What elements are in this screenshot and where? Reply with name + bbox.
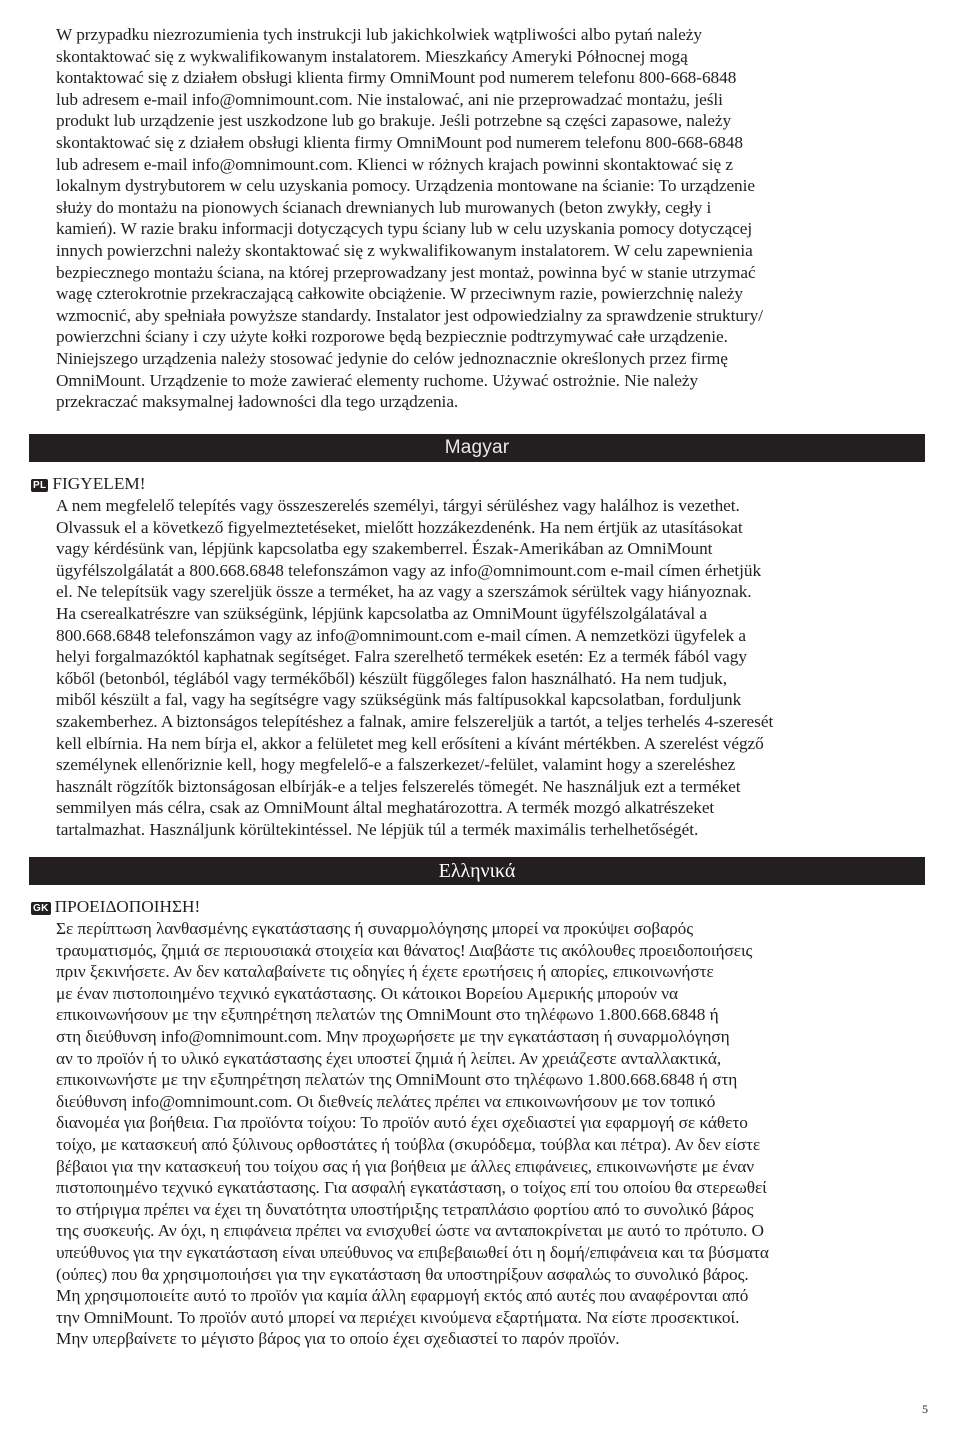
language-badge: GK	[33, 903, 49, 914]
text-line: produkt lub urządzenie jest uszkodzone lub go brakuje. Jeśli potrzebne są części zapasowe, należy	[56, 111, 732, 131]
text-line: υπεύθυνος για την εγκατάσταση είναι υπεύθυνος να επιβεβαιωθεί ότι η δομή/επιφάνεια και τα βύσματα	[56, 1242, 769, 1262]
warning-title-text: FIGYELEM!	[52, 474, 146, 493]
warning-title-greek	[31, 896, 200, 918]
text-line: πριν ξεκινήσετε. Αν δεν καταλαβαίνετε τις οδηγίες ή έχετε ερωτήσεις ή απορίες, επικοινωνήστε	[56, 962, 714, 982]
page-number: 5	[922, 1402, 928, 1416]
text-line: A nem megfelelő telepítés vagy összeszerelés személyi, tárgyi sérüléshez vagy halálhoz is vezethet.	[56, 496, 740, 515]
text-line: el. Ne telepítsük vagy szereljük össze a terméket, ha az vagy a szerszámok sérültek vagy hiányoznak.	[56, 582, 752, 602]
text-line: személynek ellenőriznie kell, hogy megfelelő-e a falszerkezet/-felület, valamint hogy a szereléshez	[56, 755, 736, 775]
text-line: το στήριγμα πρέπει να έχει τη δυνατότητα υποστήριξης τετραπλάσιο φορτίου από το συνολικό βάρος	[56, 1199, 754, 1219]
text-line: helyi forgalmazóktól kaphatnak segítséget. Falra szerelhető termékek esetén: Ez a termék fából vagy	[56, 647, 747, 667]
text-line: στη διεύθυνση info@omnimount.com. Μην προχωρήσετε με την εγκατάσταση ή συναρμολόγηση	[56, 1026, 730, 1046]
text-line: Μη χρησιμοποιείτε αυτό το προϊόν για καμία άλλη εφαρμογή εκτός από αυτές που αναφέρονται από	[56, 1286, 749, 1306]
text-line: πιστοποιημένο τεχνικό εγκατάστασης. Για ασφαλή εγκατάσταση, ο τοίχος επί του οποίου θα στερεωθεί	[56, 1178, 767, 1198]
text-line: vagy kérdésünk van, lépjünk kapcsolatba egy szakemberrel. Észak-Amerikában az OmniMount	[56, 539, 713, 559]
text-line: wzmocnić, aby spełniała powyższe standardy. Instalator jest odpowiedzialny za sprawdzenie struktury/	[56, 305, 763, 325]
section-header-magyar: Magyar	[29, 434, 925, 462]
text-line: przekraczać maksymalnej ładowności dla tego urządzenia.	[56, 392, 459, 412]
text-line: kőből (betonból, téglából vagy termékőből) készült függőleges falon használható. Ha nem tudjuk,	[56, 668, 727, 688]
text-line: miből készült a fal, vagy ha segítségre vagy szükségünk más faltípusokkal kapcsolatban, forduljunk	[56, 690, 742, 710]
text-line: skontaktować się z działem obsługi klienta firmy OmniMount pod numerem telefonu 800-668-6848	[56, 132, 743, 152]
text-line: Olvassuk el a következő figyelmeztetéseket, mielőtt hozzákezdenénk. Ha nem értjük az utasításokat	[56, 517, 743, 537]
language-badge: PL	[33, 480, 47, 491]
text-line: ügyfélszolgálatát a 800.668.6848 telefonszámon vagy az info@omnimount.com e-mail címen érhetjük	[56, 560, 762, 580]
text-line: kamień). W razie braku informacji dotyczących typu ściany lub w celu uzyskania pomocy dotyczącej	[56, 219, 753, 239]
warning-title-text: ΠΡΟΕΙΔΟΠΟΙΗΣΗ!	[54, 897, 201, 916]
text-line: με έναν πιστοποιημένο τεχνικό εγκατάστασης. Οι κάτοικοι Βορείου Αμερικής μπορούν να	[56, 983, 678, 1003]
text-line: tartalmazhat. Használjunk körültekintéssel. Ne lépjük túl a termék maximális terhelhetőségét.	[56, 819, 699, 839]
text-line: lub adresem e-mail info@omnimount.com. Nie instalować, ani nie przeprowadzać montażu, jeśli	[56, 89, 723, 109]
text-line: powierzchni ściany i czy użyte kołki rozporowe będą bezpiecznie podtrzymywać całe urządzenie.	[56, 327, 728, 347]
text-line: wagę czterokrotnie przekraczającą całkowite obciążenie. W przeciwnym razie, powierzchnię należy	[56, 284, 743, 304]
text-line: szakemberhez. A biztonságos telepítéshez a falnak, amire felszereljük a tartót, a teljes terhelés 4-szeresét	[56, 711, 774, 731]
text-line: bezpiecznego montażu ściana, na której przeprowadzany jest montaż, powinna być w stanie utrzymać	[56, 262, 756, 282]
text-line: semmilyen más célra, csak az OmniMount által meghatározottra. A termék mozgó alkatrészeket	[56, 798, 715, 818]
text-line: Ha cserealkatrészre van szükségünk, lépjünk kapcsolatba az OmniMount ügyfélszolgálatával a	[56, 603, 707, 623]
text-line: lokalnym dystrybutorem w celu uzyskania pomocy. Urządzenia montowane na ścianie: To urządzenie	[56, 176, 756, 196]
text-line: επικοινωνήσουν με την εξυπηρέτηση πελατών της OmniMount στο τηλέφωνο 1.800.668.6848 ή	[56, 1005, 719, 1025]
text-line: διανομέα για βοήθεια. Για προϊόντα τοίχου: Το προϊόν αυτό έχει σχεδιαστεί για εφαρμογή σε κάθετο	[56, 1113, 748, 1133]
text-line: Μην υπερβαίνετε το μέγιστο βάρος για το οποίο έχει σχεδιαστεί το παρόν προϊόν.	[56, 1329, 620, 1349]
greek-warning-text	[56, 918, 926, 1350]
text-line: (ούπες) που θα χρησιμοποιήσει για την εγκατάσταση θα υποστηρίξουν ασφαλώς το συνολικό βάρος.	[56, 1264, 749, 1284]
text-line: W przypadku niezrozumienia tych instrukcji lub jakichkolwiek wątpliwości albo pytań należy	[56, 25, 702, 44]
text-line: skontaktować się z wykwalifikowanym instalatorem. Mieszkańcy Ameryki Północnej mogą	[56, 46, 688, 66]
magyar-warning-text	[56, 495, 926, 841]
text-line: βέβαιοι για την κατασκευή του τοίχου σας ή για βοήθεια με άλλες επιφάνειες, επικοινωνήστε με έναν	[56, 1156, 755, 1176]
text-line: Niniejszego urządzenia należy stosować jedynie do celów jednoznacznie określonych przez firmę	[56, 348, 728, 368]
text-line: 800.668.6848 telefonszámon vagy az info@omnimount.com e-mail címen. A nemzetközi ügyfelek a	[56, 625, 746, 645]
text-line: lub adresem e-mail info@omnimount.com. Klienci w różnych krajach powinni skontaktować się z	[56, 154, 733, 174]
text-line: OmniMount. Urządzenie to może zawierać elementy ruchome. Używać ostrożnie. Nie należy	[56, 370, 699, 390]
text-line: służy do montażu na pionowych ścianach drewnianych lub murowanych (beton zwykły, cegły i	[56, 197, 712, 217]
text-line: τοίχο, με κατασκευή από ξύλινους ορθοστάτες ή τούβλα (σκυρόδεμα, τούβλα και πέτρα). Αν δεν είστε	[56, 1134, 761, 1154]
text-line: innych powierzchni należy skontaktować się z wykwalifikowanym instalatorem. W celu zapewnienia	[56, 240, 753, 260]
text-line: τραυματισμός, ζημιά σε περιουσιακά στοιχεία και θάνατος! Διαβάστε τις ακόλουθες προειδοποιήσεις	[56, 940, 753, 960]
polish-warning-text	[56, 24, 926, 413]
text-line: használt rögzítők biztonságosan elbírják-e a teljes felszerelés tömegét. Ne használjuk ezt a terméket	[56, 776, 741, 796]
warning-title-magyar	[31, 473, 146, 495]
text-line: Σε περίπτωση λανθασμένης εγκατάστασης ή συναρμολόγησης μπορεί να προκύψει σοβαρός	[56, 919, 694, 938]
text-line: την OmniMount. Το προϊόν αυτό μπορεί να περιέχει κινούμενα εξαρτήματα. Να είστε προσεκτικοί.	[56, 1307, 740, 1327]
text-line: kontaktować się z działem obsługi klienta firmy OmniMount pod numerem telefonu 800-668-6848	[56, 68, 737, 88]
text-line: αν το προϊόν ή το υλικό εγκατάστασης έχει υποστεί ζημιά ή λείπει. Αν χρειάζεστε ανταλλακτικά,	[56, 1048, 722, 1068]
text-line: kell elbírnia. Ha nem bírja el, akkor a felületet meg kell erősíteni a kívánt mértékben. A szerelést végző	[56, 733, 764, 753]
text-line: της συσκευής. Αν όχι, η επιφάνεια πρέπει να ενισχυθεί ώστε να ανταποκρίνεται με αυτό το πρότυπο. Ο	[56, 1221, 764, 1241]
text-line: επικοινωνήστε με την εξυπηρέτηση πελατών της OmniMount στο τηλέφωνο 1.800.668.6848 ή στη	[56, 1070, 738, 1090]
section-header-greek: Ελληνικά	[29, 857, 925, 885]
text-line: διεύθυνση info@omnimount.com. Οι διεθνείς πελάτες πρέπει να επικοινωνήσουν με τον τοπικό	[56, 1091, 716, 1111]
